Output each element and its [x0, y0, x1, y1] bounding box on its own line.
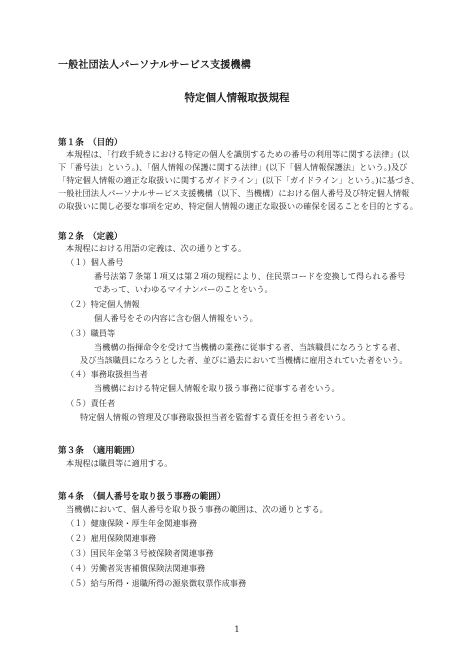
article-1-line-5: の取扱いに関し必要な事項を定め、特定個人情報の適正な取扱いの確保を図ることを目的とする。	[58, 201, 418, 211]
article-4-item-5: （５）給与所得・退職所得の源泉徴収票作成事務	[66, 578, 247, 588]
article-2-item-3: （３）職員等	[66, 328, 116, 338]
article-2-line-1: 本規程における用語の定義は、次の通りとする。	[66, 243, 247, 253]
article-1-line-3: 「特定個人情報の適正な取扱いに関するガイドライン」(以下「ガイドライン」という。)に基づき、	[58, 175, 420, 185]
article-4-item-3: （３）国民年金第３号被保険者関連事務	[66, 548, 214, 558]
article-2-item-4: （４）事務取扱担当者	[66, 369, 148, 379]
article-4-line-1: 当機構において、個人番号を取り扱う事務の範囲は、次の通りとする。	[66, 504, 328, 514]
article-3-heading: 第３条 （適用範囲）	[58, 446, 140, 456]
article-2-item-2: （２）特定個人情報	[66, 299, 140, 309]
article-1-line-4: 一般社団法人パーソナルサービス支援機構（以下、当機構）における個人番号及び特定個人情報	[58, 188, 410, 198]
article-2-item-2-text: 個人番号をその内容に含む個人情報をいう。	[94, 313, 258, 323]
article-2-heading: 第２条 （定義）	[58, 232, 123, 242]
article-2-item-3-text-2: 及び当該職員になろうとした者、並びに過去において当機構に雇用されていた者をいう。	[80, 355, 408, 365]
article-1-heading: 第１条 （目的）	[58, 138, 123, 148]
page-number: 1	[234, 625, 240, 635]
article-2-item-4-text: 当機構における特定個人情報を取り扱う事務に従事する者をいう。	[94, 383, 340, 393]
article-2-item-1-text-2: であって、いわゆるマイナンバーのことをいう。	[94, 284, 273, 294]
article-1-line-2: 下「番号法」という。)、「個人情報の保護に関する法律」(以下「個人情報保護法」という。)及び	[58, 162, 408, 172]
document-title: 特定個人情報取扱規程	[184, 92, 290, 104]
article-2-item-1: （１）個人番号	[66, 257, 124, 267]
article-2-item-3-text-1: 当機構の指揮命令を受けて当機構の業務に従事する者、当該職員になろうとする者、	[94, 342, 406, 352]
article-4-item-4: （４）労働者災害補償保険法関連事務	[66, 563, 206, 573]
organization-name: 一般社団法人パーソナルサービス支援機構	[58, 60, 251, 71]
article-2-item-1-text-1: 番号法第７条第１項又は第２項の規程により、住民票コードを変換して得られる番号	[94, 271, 406, 281]
article-1-line-1: 本規程は、「行政手続きにおける特定の個人を識別するための番号の利用等に関する法律」(以	[66, 149, 409, 159]
article-4-item-1: （１）健康保険・厚生年金関連事務	[66, 518, 198, 528]
article-3-line-1: 本規程は職員等に適用する。	[66, 458, 173, 468]
article-2-item-5-text: 特定個人情報の管理及び事務取扱担当者を監督する責任を担う者をいう。	[80, 412, 351, 422]
article-2-item-5: （５）責任者	[66, 398, 116, 408]
article-4-heading: 第４条 （個人番号を取り扱う事務の範囲）	[58, 492, 226, 502]
article-4-item-2: （２）雇用保険関連事務	[66, 533, 157, 543]
